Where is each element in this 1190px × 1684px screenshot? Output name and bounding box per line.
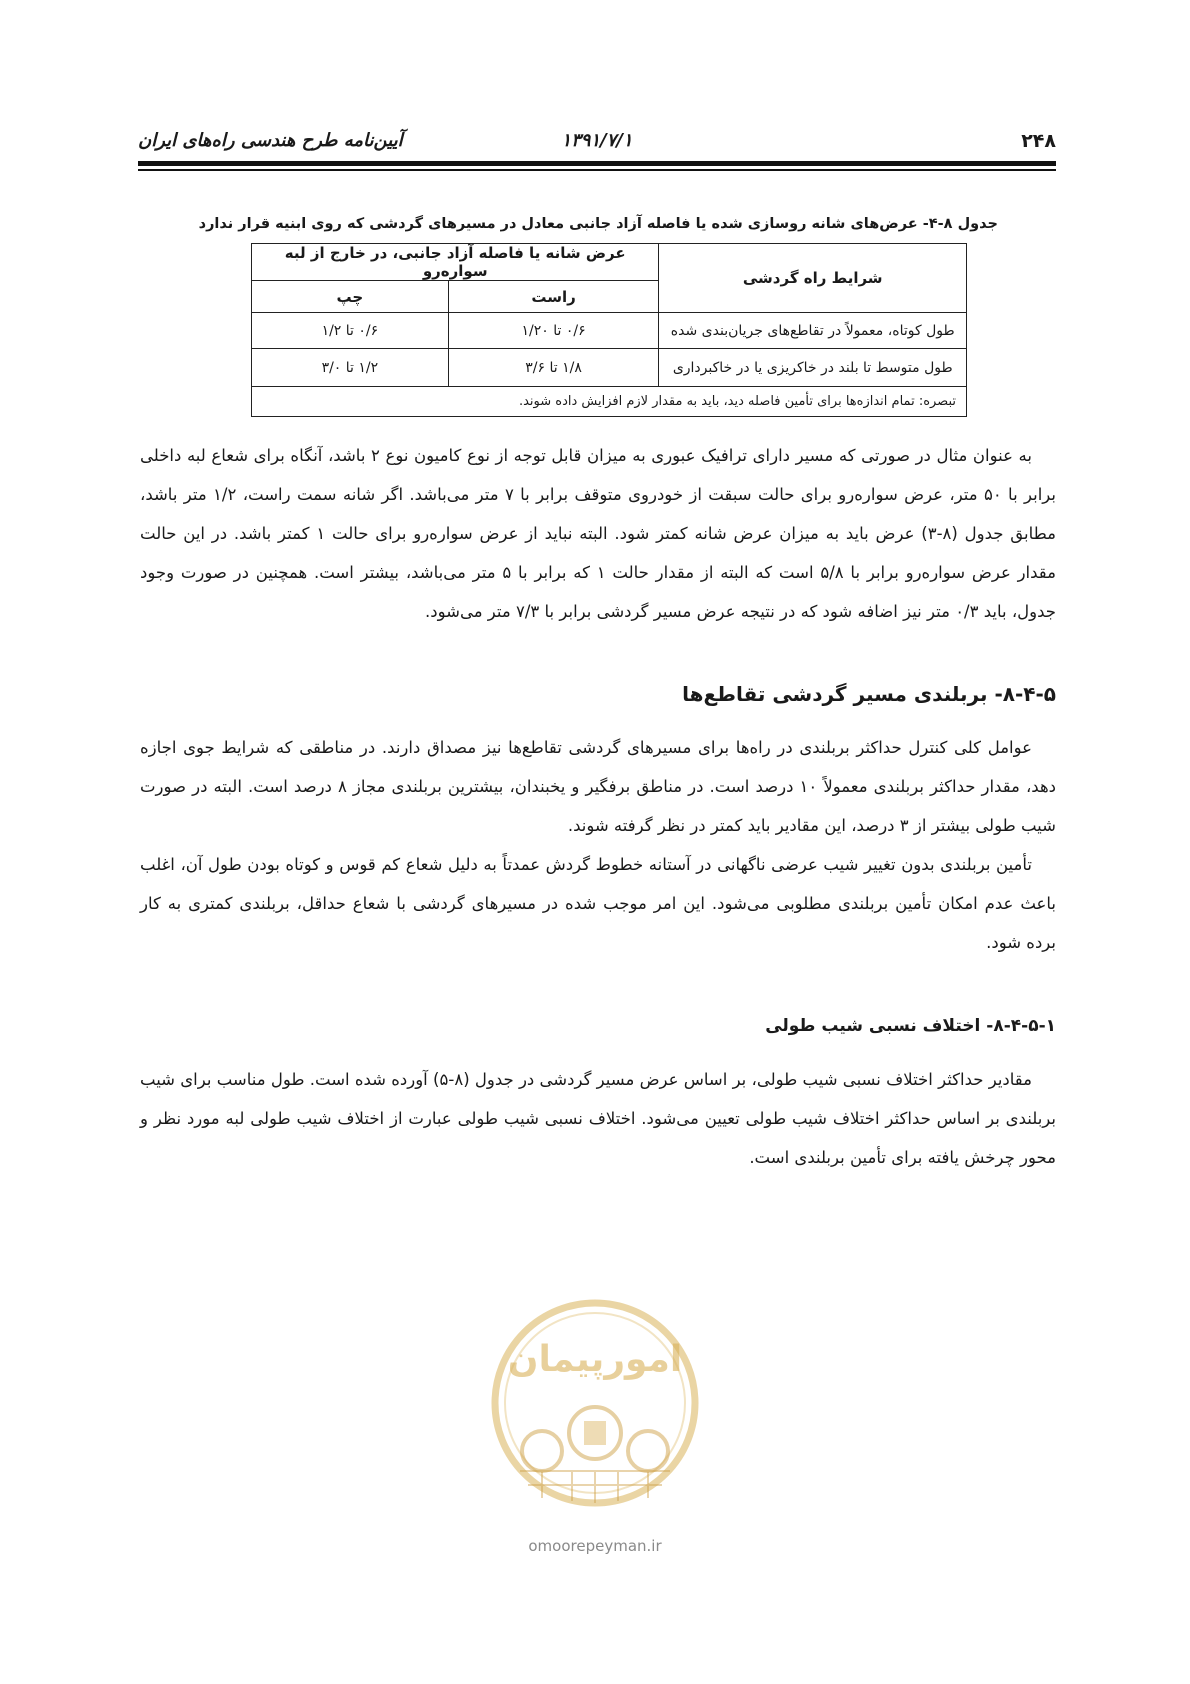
table-note: تبصره: تمام اندازه‌ها برای تأمین فاصله دید، باید به مقدار لازم افزایش داده شوند. (252, 387, 967, 417)
paragraph-text: مقادیر حداکثر اختلاف نسبی شیب طولی، بر اساس عرض مسیر گردشی در جدول (۸-۵) آورده شده است. طول مناسب برای شیب بربلندی بر اساس حداکثر اختلاف شیب طولی تعیین می‌شود. اختلاف نسبی شیب طولی عبارت از اختلاف شیب طولی لبه مورد نظر و محور چرخش یافته برای تأمین بربلندی است. (140, 1070, 1056, 1167)
cell-right: ۰/۶ تا ۱/۲۰ (448, 313, 659, 349)
header-date: ۱۳۹۱/۷/۱ (561, 130, 633, 151)
cell-left: ۱/۲ تا ۳/۰ (252, 349, 449, 387)
paragraph-text: عوامل کلی کنترل حداکثر بربلندی در راه‌ها برای مسیرهای گردشی تقاطع‌ها نیز مصداق دارند. در مناطقی که شرایط جوی اجازه دهد، مقدار حداکثر بربلندی معمولاً ۱۰ درصد است. در مناطق برفگیر و یخبندان، بیشترین بربلندی مجاز ۸ درصد است. البته در صورت شیب طولی بیشتر از ۳ درصد، این مقادیر باید کمتر در نظر گرفته شوند. (140, 738, 1057, 835)
table-row (252, 313, 967, 349)
watermark-logo-text: امورپیمان (507, 1339, 683, 1380)
shoulder-width-table (251, 243, 967, 417)
paragraph-text: تأمین بربلندی بدون تغییر شیب عرضی ناگهانی در آستانه خطوط گردش عمدتاً به دلیل شعاع کم قوس و کوتاه بودن طول آن، اغلب باعث عدم امکان تأمین بربلندی مطلوبی می‌شود. این امر موجب شده در مسیرهای گردشی با شعاع حداقل، بربلندی کمتری به کار برده شود. (140, 855, 1056, 952)
watermark-logo (480, 1293, 710, 1523)
header-rule-thin (138, 169, 1056, 171)
col-header-group: عرض شانه یا فاصله آزاد جانبی، در خارج از لبه سواره‌رو (252, 244, 659, 281)
paragraph-superelevation-2 (140, 845, 1056, 962)
cell-right: ۱/۸ تا ۳/۶ (448, 349, 659, 387)
book-title: آیین‌نامه طرح هندسی راه‌های ایران (138, 130, 403, 151)
subsection-heading: ۸-۴-۵-۱- اختلاف نسبی شیب طولی (765, 1016, 1056, 1036)
col-header-right: راست (448, 281, 659, 313)
cell-left: ۰/۶ تا ۱/۲ (252, 313, 449, 349)
paragraph-example (140, 436, 1056, 631)
cell-condition: طول کوتاه، معمولاً در تقاطع‌های جریان‌بندی شده (659, 313, 967, 349)
paragraph-text: به عنوان مثال در صورتی که مسیر دارای ترافیک عبوری به میزان قابل توجه از نوع کامیون نوع ۲ باشد، آنگاه برای شعاع لبه داخلی برابر با ۵۰ متر، عرض سواره‌رو برای حالت سبقت از خودروی متوقف برابر با ۷ متر می‌باشد. اگر شانه سمت راست، ۱/۲ متر باشد، مطابق جدول (۸-۳) عرض باید به میزان عرض شانه کمتر شود. البته نباید از عرض سواره‌رو برای حالت ۱ کمتر باشد. در این حالت مقدار عرض سواره‌رو برابر با ۵/۸ است که البته از مقدار حالت ۱ که برابر با ۵ متر می‌باشد، بیشتر است. همچنین در صورت وجود جدول، باید ۰/۳ متر نیز اضافه شود که در نتیجه عرض مسیر گردشی برابر با ۷/۳ متر می‌شود. (140, 446, 1057, 621)
cell-condition: طول متوسط تا بلند در خاکریزی یا در خاکبرداری (659, 349, 967, 387)
col-header-left: چپ (252, 281, 449, 313)
page-number: ۲۴۸ (1021, 130, 1056, 152)
page-header (138, 128, 1056, 164)
header-rule-thick (138, 161, 1056, 166)
section-heading: ۸-۴-۵- بربلندی مسیر گردشی تقاطع‌ها (682, 682, 1056, 706)
col-header-condition: شرایط راه گردشی (659, 244, 967, 313)
table-caption: جدول ۸-۴- عرض‌های شانه روسازی شده یا فاصله آزاد جانبی معادل در مسیرهای گردشی که روی ابنیه قرار ندارد (198, 216, 998, 232)
table-row (252, 349, 967, 387)
paragraph-grade-difference (140, 1060, 1056, 1177)
paragraph-superelevation (140, 728, 1056, 845)
watermark-url: omoorepeyman.ir (528, 1537, 662, 1555)
